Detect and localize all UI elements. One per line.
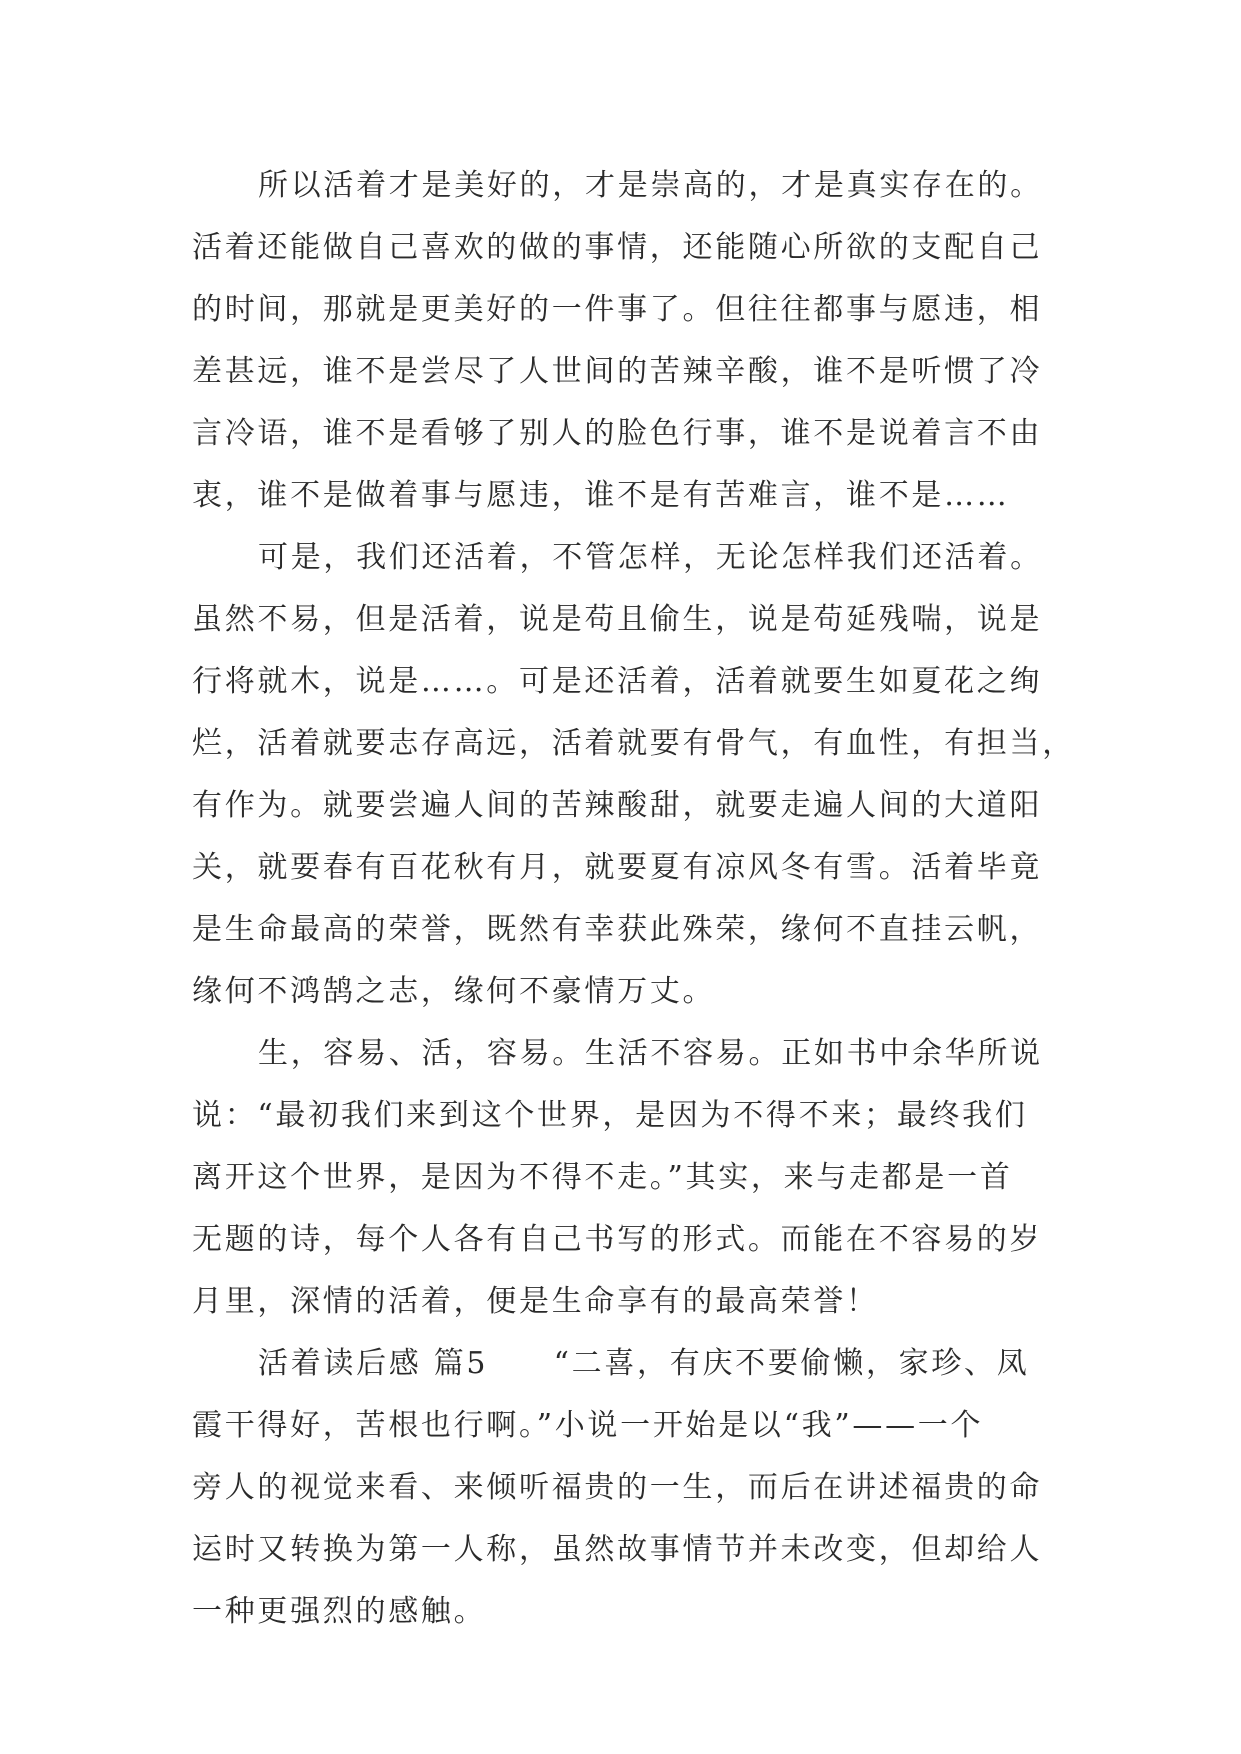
text-line-section-heading: 活着读后感 篇5 “二喜，有庆不要偷懒，家珍、凤 bbox=[258, 1346, 1030, 1381]
text-line: 关，就要春有百花秋有月，就要夏有凉风冬有雪。活着毕竟 bbox=[192, 850, 1043, 885]
text-line-paragraph-start: 生，容易、活，容易。生活不容易。正如书中余华所说 bbox=[258, 1036, 1043, 1071]
text-line-paragraph-start: 所以活着才是美好的，才是崇高的，才是真实存在的。 bbox=[258, 168, 1043, 203]
text-line: 霞干得好，苦根也行啊。”小说一开始是以“我”——一个 bbox=[192, 1408, 984, 1443]
text-line: 活着还能做自己喜欢的做的事情，还能随心所欲的支配自己 bbox=[192, 230, 1043, 265]
text-line-paragraph-start: 可是，我们还活着，不管怎样，无论怎样我们还活着。 bbox=[258, 540, 1043, 575]
text-line: 运时又转换为第一人称，虽然故事情节并未改变，但却给人 bbox=[192, 1532, 1043, 1567]
text-line: 言冷语，谁不是看够了别人的脸色行事，谁不是说着言不由 bbox=[192, 416, 1043, 451]
text-line: 衷，谁不是做着事与愿违，谁不是有苦难言，谁不是…… bbox=[192, 478, 1010, 513]
text-line: 一种更强烈的感触。 bbox=[192, 1594, 487, 1629]
text-line: 差甚远，谁不是尝尽了人世间的苦辣辛酸，谁不是听惯了冷 bbox=[192, 354, 1043, 389]
text-line: 行将就木，说是……。可是还活着，活着就要生如夏花之绚 bbox=[192, 664, 1043, 699]
text-line: 烂，活着就要志存高远，活着就要有骨气，有血性，有担当， bbox=[192, 726, 1075, 761]
text-line: 无题的诗，每个人各有自己书写的形式。而能在不容易的岁 bbox=[192, 1222, 1043, 1257]
text-line: 有作为。就要尝遍人间的苦辣酸甜，就要走遍人间的大道阳 bbox=[192, 788, 1043, 823]
text-line: 旁人的视觉来看、来倾听福贵的一生，而后在讲述福贵的命 bbox=[192, 1470, 1043, 1505]
text-line: 月里，深情的活着，便是生命享有的最高荣誉！ bbox=[192, 1284, 879, 1319]
body-text bbox=[192, 155, 1075, 1643]
text-line: 是生命最高的荣誉，既然有幸获此殊荣，缘何不直挂云帆， bbox=[192, 912, 1043, 947]
text-line: 缘何不鸿鹄之志，缘何不豪情万丈。 bbox=[192, 974, 716, 1009]
text-line: 说：“最初我们来到这个世界，是因为不得不来；最终我们 bbox=[192, 1098, 1028, 1133]
text-line: 虽然不易，但是活着，说是苟且偷生，说是苟延残喘，说是 bbox=[192, 602, 1043, 637]
text-line: 离开这个世界，是因为不得不走。”其实，来与走都是一首 bbox=[192, 1160, 1013, 1195]
text-line: 的时间，那就是更美好的一件事了。但往往都事与愿违，相 bbox=[192, 292, 1043, 327]
